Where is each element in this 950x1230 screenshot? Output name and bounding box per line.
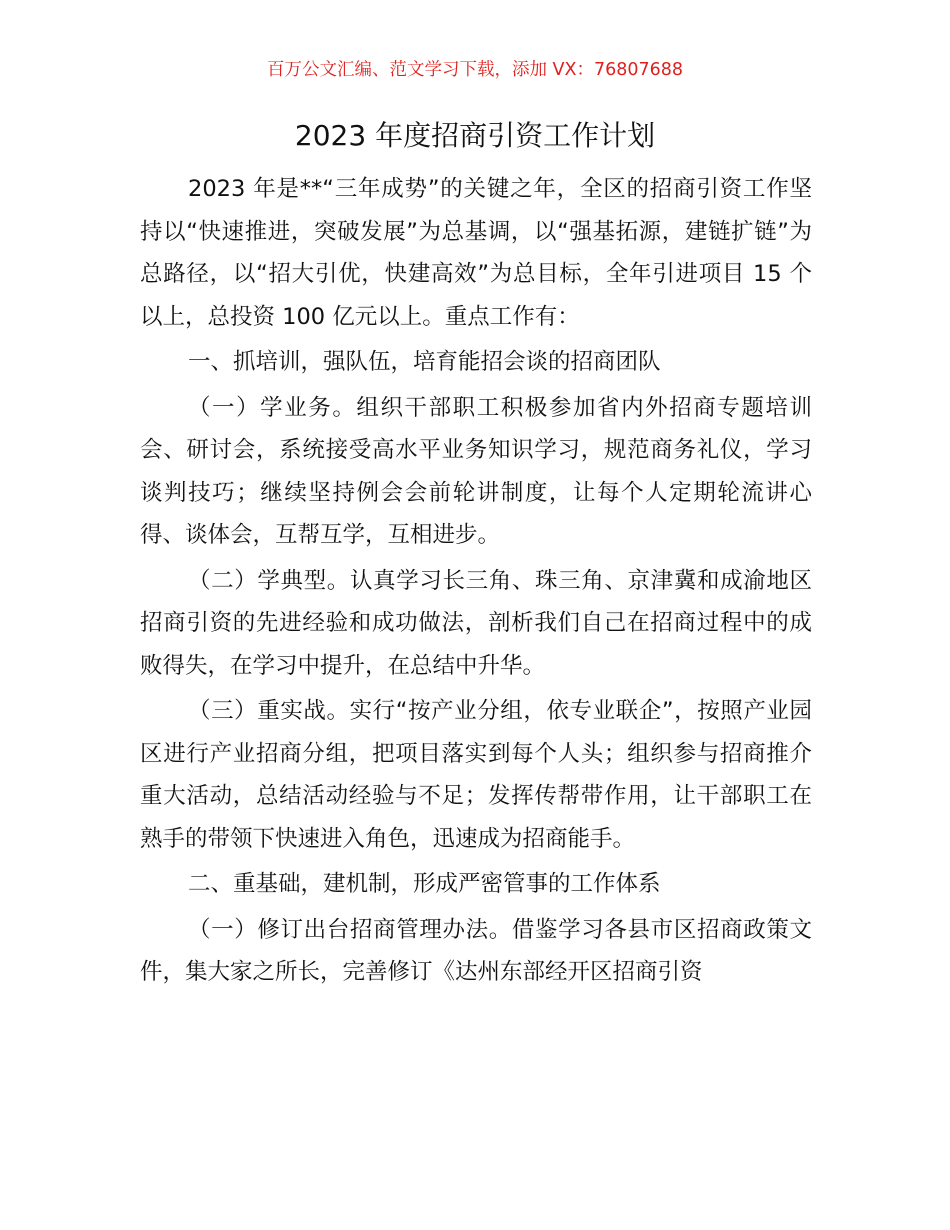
section-paragraph: （三）重实战。实行“按产业分组，依专业联企”，按照产业园区进行产业招商分组，把项目落实到每个人头；组织参与招商推介重大活动，总结活动经验与不足；发挥传帮带作用，让干部职工在熟手的带领下快速进入角色，迅速成为招商能手。 [140,698,812,852]
section-heading: 二、重基础，建机制，形成严密管事的工作体系 [188,871,661,897]
section-paragraph: （一）学业务。组织干部职工积极参加省内外招商专题培训会、研讨会，系统接受高水平业务知识学习，规范商务礼仪，学习谈判技巧；继续坚持例会会前轮讲制度，让每个人定期轮流讲心得、谈体会，互帮互学，互相进步。 [140,394,812,548]
watermark-banner: 百万公文汇编、范文学习下载，添加 VX：76807688 [266,60,684,80]
section-1 [140,341,812,860]
section-paragraph: （二）学典型。认真学习长三角、珠三角、京津冀和成渝地区招商引资的先进经验和成功做法，剖析我们自己在招商过程中的成败得失，在学习中提升，在总结中升华。 [140,567,812,679]
document-body [140,168,812,994]
section-2 [140,863,812,994]
document-title: 2023 年度招商引资工作计划 [294,119,656,152]
intro-paragraph: 2023 年是**“三年成势”的关键之年，全区的招商引资工作坚持以“快速推进，突破发展”为总基调，以“强基拓源，建链扩链”为总路径，以“招大引优，快建高效”为总目标，全年引进项目 15 个以上，总投资 100 亿元以上。重点工作有： [140,176,812,330]
section-paragraph: （一）修订出台招商管理办法。借鉴学习各县市区招商政策文件，集大家之所长，完善修订《达州东部经开区招商引资 [140,916,812,985]
section-heading: 一、抓培训，强队伍，培育能招会谈的招商团队 [188,349,661,375]
